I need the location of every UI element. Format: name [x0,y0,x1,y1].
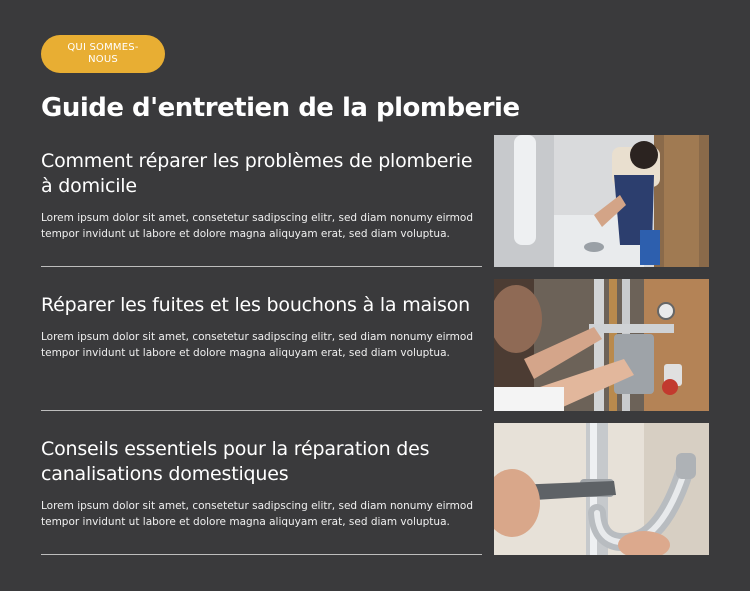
article-body: Lorem ipsum dolor sit amet, consetetur sadipscing elitr, sed diam nonumy eirmod tempor invidunt ut labore et dolore magna aliquyam erat, sed diam voluptua. [41,212,473,240]
article-title[interactable]: Conseils essentiels pour la réparation des canalisations domestiques [41,438,430,485]
article-image-plumber-sink [494,135,709,267]
about-us-button[interactable] [41,35,165,73]
article-image-wrench-trap [494,423,709,555]
article-title[interactable]: Comment réparer les problèmes de plomberie à domicile [41,150,473,197]
page-title: Guide d'entretien de la plomberie [41,93,520,123]
article-card [41,437,709,569]
article-body: Lorem ipsum dolor sit amet, consetetur sadipscing elitr, sed diam nonumy eirmod tempor invidunt ut labore et dolore magna aliquyam erat, sed diam voluptua. [41,331,473,359]
about-us-label: QUI SOMMES-NOUS [67,42,139,65]
article-image-pipe-repair [494,279,709,411]
article-divider [41,554,482,555]
article-body: Lorem ipsum dolor sit amet, consetetur sadipscing elitr, sed diam nonumy eirmod tempor invidunt ut labore et dolore magna aliquyam erat, sed diam voluptua. [41,500,473,528]
article-divider [41,266,482,267]
article-divider [41,410,482,411]
article-card [41,149,709,281]
article-card [41,293,709,425]
article-title[interactable]: Réparer les fuites et les bouchons à la maison [41,294,471,316]
